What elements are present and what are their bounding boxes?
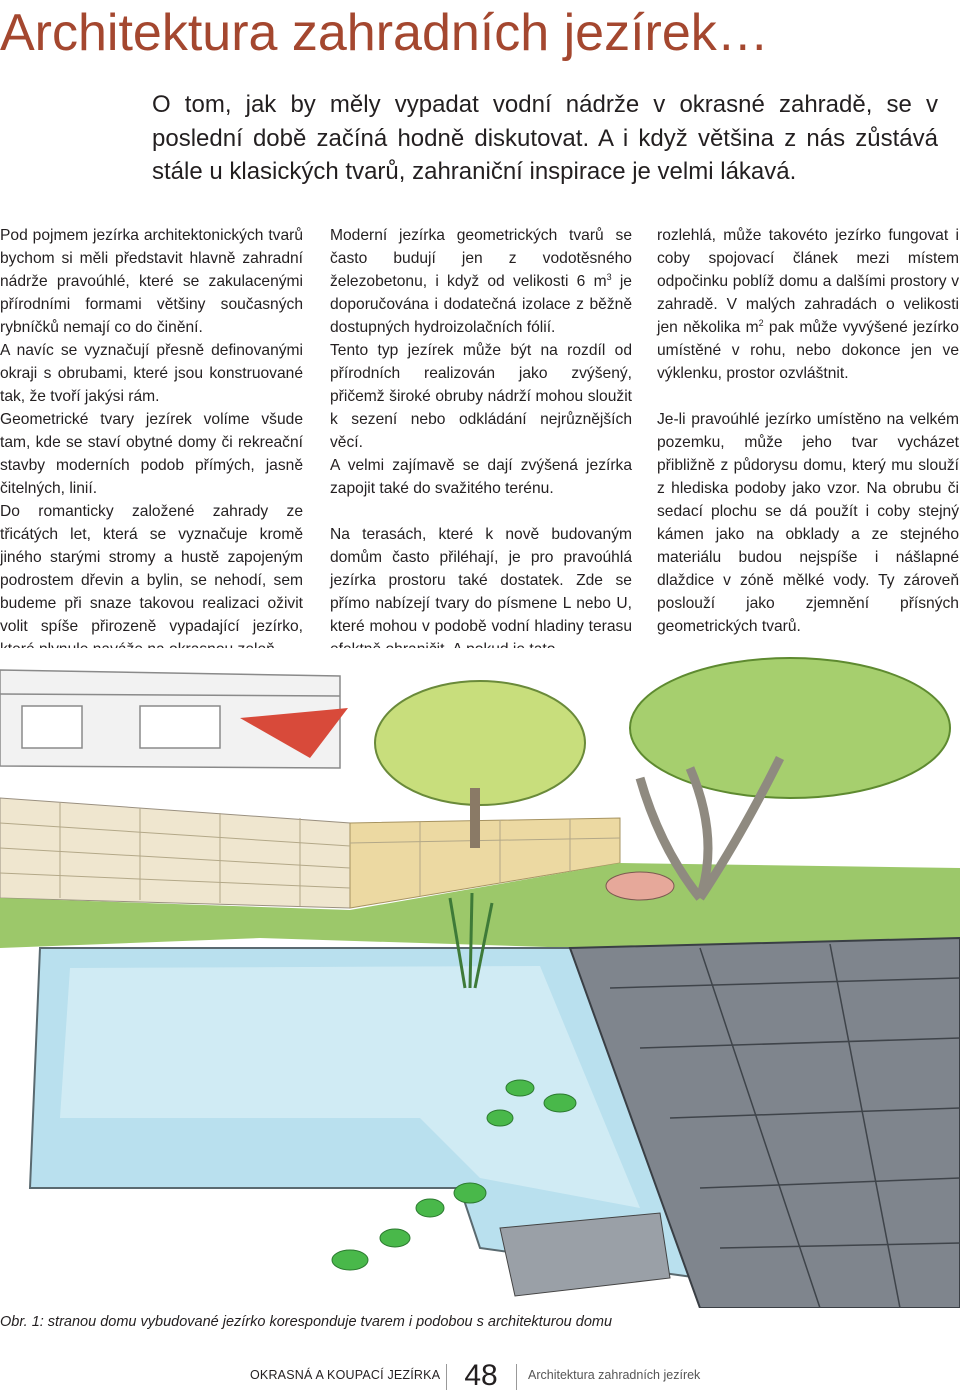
paragraph-text: je doporučována i dodatečná izolace z běžně dostupných hydroizolačních fólií. [330, 273, 632, 336]
paragraph-text: pak může vyvýšené jezírko umístěné v rohu, nebo dokonce jen ve výklenku, prostor ozvláštnit. [657, 319, 959, 382]
paragraph-text: Moderní jezírka geometrických tvarů se často budují jen z vodotěsného železobetonu, i když od velikosti 6 m [330, 227, 632, 290]
text-column-2 [330, 224, 632, 661]
paragraph: Do romanticky založené zahrady ze třicátých let, která se vyznačuje kromě jiného starými stromy a hustě zapojeným podrostem dřevin a bylin, se nehodí, sem budeme při snaze takovou realizaci oživit volit spíše přirozeně vypadající jezírko, [0, 503, 303, 635]
text-column-3 [657, 224, 959, 638]
garden-pond-illustration [0, 648, 960, 1308]
paragraph: A navíc se vyznačují přesně definovanými okraji s obrubami, které jsou konstruované tak, že tvoří jakýsi rám. [0, 342, 303, 405]
paragraph-text: rozlehlá, může takovéto jezírko fungovat i coby spojovací článek mezi místem odpočinku poblíž domu a dalšími prostory v zahradě. V malých zahradách o velikosti jen několika m [657, 227, 959, 336]
lead-paragraph: O tom, jak by měly vypadat vodní nádrže v okrasné zahradě, se v poslední době začíná hodně diskutovat. A i když většina z nás zůstává stále u klasických tvarů, zahraniční inspirace je velmi lákavá. [152, 91, 938, 185]
footer-section: OKRASNÁ A KOUPACÍ JEZÍRKA [250, 1368, 441, 1382]
paragraph: A velmi zajímavě se dají zvýšená jezírka zapojit také do svažitého terénu. [330, 457, 632, 497]
superscript: 3 [606, 271, 612, 282]
paragraph [657, 224, 959, 385]
figure-caption: Obr. 1: stranou domu vybudované jezírko koresponduje tvarem i podobou s architekturou domu [0, 1314, 613, 1330]
footer-running-title: Architektura zahradních jezírek [528, 1368, 701, 1382]
decor-stones [606, 872, 674, 900]
paragraph: Je-li pravoúhlé jezírko umístěno na velkém pozemku, může jeho tvar vycházet přibližně z půdorysu domu, který mu slouží z hlediska podoby jako vzor. Na obrubu či sedací plochu se dá použít i coby stejný kámen jako na obklady a ze stejného materiálu budou nejspíše i nášlapné dlaždice v zóně mělké vody. Ty zároveň poslouží jako zjemnění přísných geometrických tvarů. [657, 411, 959, 635]
paragraph: Geometrické tvary jezírek volíme všude tam, kde se staví obytné domy či rekreační stavby moderních podob přímých, jasně čitelných, linií. [0, 411, 303, 497]
page-footer [0, 1356, 960, 1396]
paragraph: Na terasách, které k nově budovaným domům často přiléhají, je pro pravoúhlá jezírka prostoru také dostatek. Zde se přímo nabízejí tvary do písmene L nebo U, které mohou v podobě vodní hladiny terasu [330, 526, 632, 635]
superscript: 2 [758, 317, 764, 328]
paragraph [330, 224, 632, 339]
paragraph: Pod pojmem jezírka architektonických tvarů bychom si měli představit hlavně zahradní nádrže pravoúhlé, které se zakulacenými přírodními formami většiny současných rybníčků nemají co do činění. [0, 227, 303, 336]
paragraph: Tento typ jezírek může být na rozdíl od přírodních realizován jako zvýšený, přičemž široké obruby nádrží mohou sloužit k sezení nebo odkládání nejrůznějších věcí. [330, 342, 632, 451]
page-title: Architektura zahradních jezírek… [0, 4, 769, 62]
footer-divider [516, 1364, 517, 1390]
page-number: 48 [464, 1359, 498, 1392]
footer-divider [446, 1364, 447, 1390]
text-column-1 [0, 224, 303, 661]
